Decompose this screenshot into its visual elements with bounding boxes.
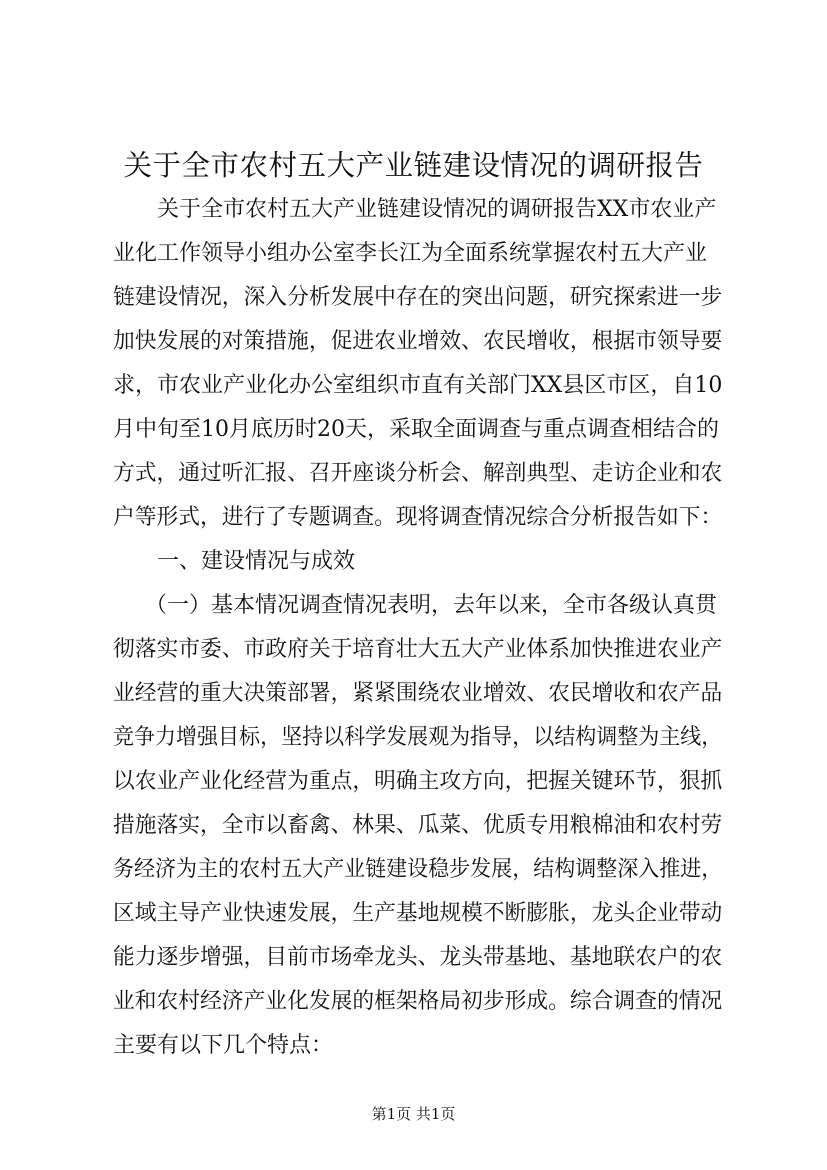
body-line: 户等形式，进行了专题调查。现将调查情况综合分析报告如下： <box>113 505 723 530</box>
body-line: 方式，通过听汇报、召开座谈分析会、解剖典型、走访企业和农 <box>113 461 723 486</box>
body-line: 业化工作领导小组办公室李长江为全面系统掌握农村五大产业 <box>113 241 708 266</box>
body-line: 措施落实，全市以畜禽、林果、瓜菜、优质专用粮棉油和农村劳 <box>113 813 723 838</box>
body-line: 彻落实市委、市政府关于培育壮大五大产业体系加快推进农业产 <box>113 637 723 662</box>
page-number-footer: 第1页 共1页 <box>371 1105 456 1123</box>
body-line: 以农业产业化经营为重点，明确主攻方向，把握关键环节，狠抓 <box>113 769 723 794</box>
body-line: 关于全市农村五大产业链建设情况的调研报告XX市农业产 <box>157 197 717 222</box>
body-line: 加快发展的对策措施，促进农业增效、农民增收，根据市领导要 <box>113 329 723 354</box>
body-line: 链建设情况，深入分析发展中存在的突出问题，研究探索进一步 <box>113 285 723 310</box>
document-title: 关于全市农村五大产业链建设情况的调研报告 <box>123 149 704 182</box>
body-line: 业和农村经济产业化发展的框架格局初步形成。综合调查的情况 <box>113 989 723 1014</box>
body-line: 能力逐步增强，目前市场牵龙头、龙头带基地、基地联农户的农 <box>113 945 723 970</box>
body-line: 业经营的重大决策部署，紧紧围绕农业增效、农民增收和农产品 <box>113 681 723 706</box>
body-line: 求，市农业产业化办公室组织市直有关部门XX县区市区，自10 <box>113 373 723 398</box>
section-heading: 一、建设情况与成效 <box>157 549 356 574</box>
body-line: 区域主导产业快速发展，生产基地规模不断膨胀，龙头企业带动 <box>113 901 723 926</box>
body-line: 月中旬至10月底历时20天，采取全面调查与重点调查相结合的 <box>113 417 719 442</box>
body-line: 务经济为主的农村五大产业链建设稳步发展，结构调整深入推进， <box>113 857 723 882</box>
body-line: 竞争力增强目标，坚持以科学发展观为指导，以结构调整为主线， <box>113 725 723 750</box>
subsection-line: （一）基本情况调查情况表明，去年以来，全市各级认真贯 <box>145 593 718 618</box>
body-line: 主要有以下几个特点： <box>113 1033 334 1058</box>
